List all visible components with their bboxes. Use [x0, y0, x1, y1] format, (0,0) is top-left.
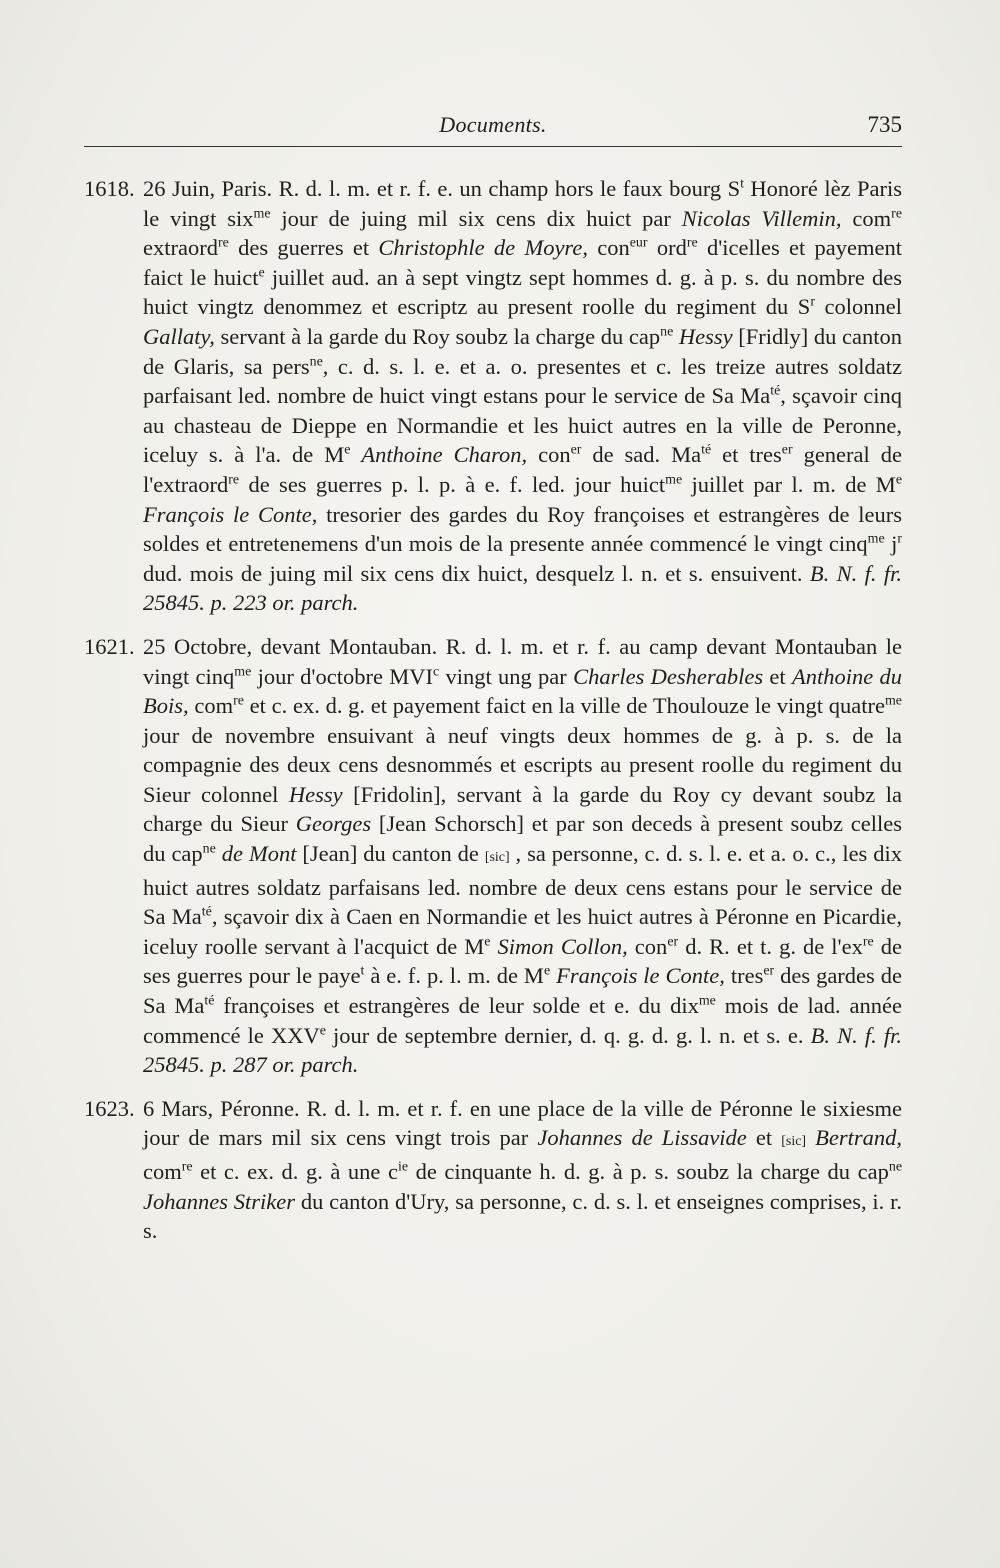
entry-1623: [84, 1094, 902, 1246]
entry-text: 6 Mars, Péronne. R. d. l. m. et r. f. en une place de la ville de Péronne le sixiesme jour de mars mil six cens vingt trois par Johannes de Lissavide et [sic] Bertrand, com$^{re}$ et c. ex. d. g. à une $c^{ie}$ de cinquante h. d. g. à p. s. soubz la charge du cap$^{ne}$ Johannes Striker du canton d'Ury, sa personne, c. d. s. l. et enseignes comprises, i. r. s.: [143, 1095, 903, 1244]
entry-year: 1621.: [84, 633, 135, 659]
entry-year: 1623.: [84, 1095, 135, 1121]
running-title: Documents.: [439, 112, 547, 137]
entry-text: 25 Octobre, devant Montauban. R. d. l. m. et r. f. au camp devant Montauban le vingt cinq$^{me}$ jour d'octobre MVI$^c$ vingt ung par Charles Desherables et Anthoine du Bois, com$^{re}$ et c. ex. d. g. et payement faict en la ville de Thoulouze le vingt quatre$^{me}$ jour de novembre ensuivant à neuf vingts deux hommes de g. à p. s. de la compagnie des deux cens desnommés et escripts au present roolle du regiment du Sieur colonnel Hessy [Fridolin], servant à la garde du Roy cy devant soubz la charge du Sieur Georges [Jean Schorsch] et par son deceds à present soubz celles du cap$^{ne}$ de Mont [Jean] du canton de [sic] , sa personne, c. d. s. l. e. et a. o. c., les dix huict autres soldatz parfaisans led. nombre de deux cens estans pour le service de Sa $Ma^{té}$, sçavoir dix à Caen en Normandie et les huict autres à Péronne en Picardie, iceluy roolle servant à l'acquict de Me Simon Collon, con$^{er}$ d. R. et t. g. de $l'ex^{re}$ de ses guerres pour le paye$^t$ à e. f. p. l. m. de Me François le Conte, tres$^{er}$ des gardes de Sa $Ma^{té}$ françoises et estrangères de leur solde et e. du dix$^{me}$ mois de lad. année commencé le XXVe jour de septembre dernier, d. q. g. d. g. l. n. et s. e. B. N. f. fr. 25845. p. 287 or. parch.: [143, 633, 903, 1078]
entry-year: 1618.: [84, 176, 135, 201]
page-body: [84, 174, 902, 1260]
page-number: 735: [867, 112, 902, 137]
header-rule: [84, 146, 902, 147]
running-header: [84, 112, 902, 146]
entry-1618: [84, 174, 902, 618]
entry-text: 26 Juin, Paris. R. d. l. m. et r. f. e. un champ hors le faux bourg $S^t$ Honoré lèz Paris le vingt six$^{me}$ jour de juing mil six cens dix huict par Nicolas Villemin, com$^{re}$ extraord$^{re}$ des guerres et Christophle de Moyre, con$^{eur}$ ord$^{re}$ d'icelles et payement faict le huict$^e$ juillet aud. an à sept vingtz sept hommes d. g. à p. s. du nombre des huict vingtz denommez et escriptz au present roolle du regiment du $S^r$ colonnel Gallaty, servant à la garde du Roy soubz la charge du cap$^{ne}$ Hessy [Fridly] du canton de Glaris, sa pers$^{ne}$, c. d. s. l. e. et a. o. presentes et c. les treize autres soldatz parfaisant led. nombre de huict vingt estans pour le service de Sa $Ma^{té}$, sçavoir cinq au chasteau de Dieppe en Normandie et les huict autres en la ville de Peronne, iceluy s. à l'a. de Me Anthoine Charon, con$^{er}$ de sad. $Ma^{té}$ et tres$^{er}$ general de l'extraord$^{re}$ de ses guerres p. l. p. à e. f. led. jour huict$^{me}$ juillet par l. m. de Me François le Conte, tresorier des gardes du Roy françoises et estrangères de leurs soldes et entretenemens d'un mois de la presente année commencé le vingt cinq$^{me}$ $j^r$ dud. mois de juing mil six cens dix huict, desquelz l. n. et s. ensuivent. B. N. f. fr. 25845. p. 223 or. parch.: [143, 176, 903, 616]
entry-1621: [84, 632, 902, 1080]
